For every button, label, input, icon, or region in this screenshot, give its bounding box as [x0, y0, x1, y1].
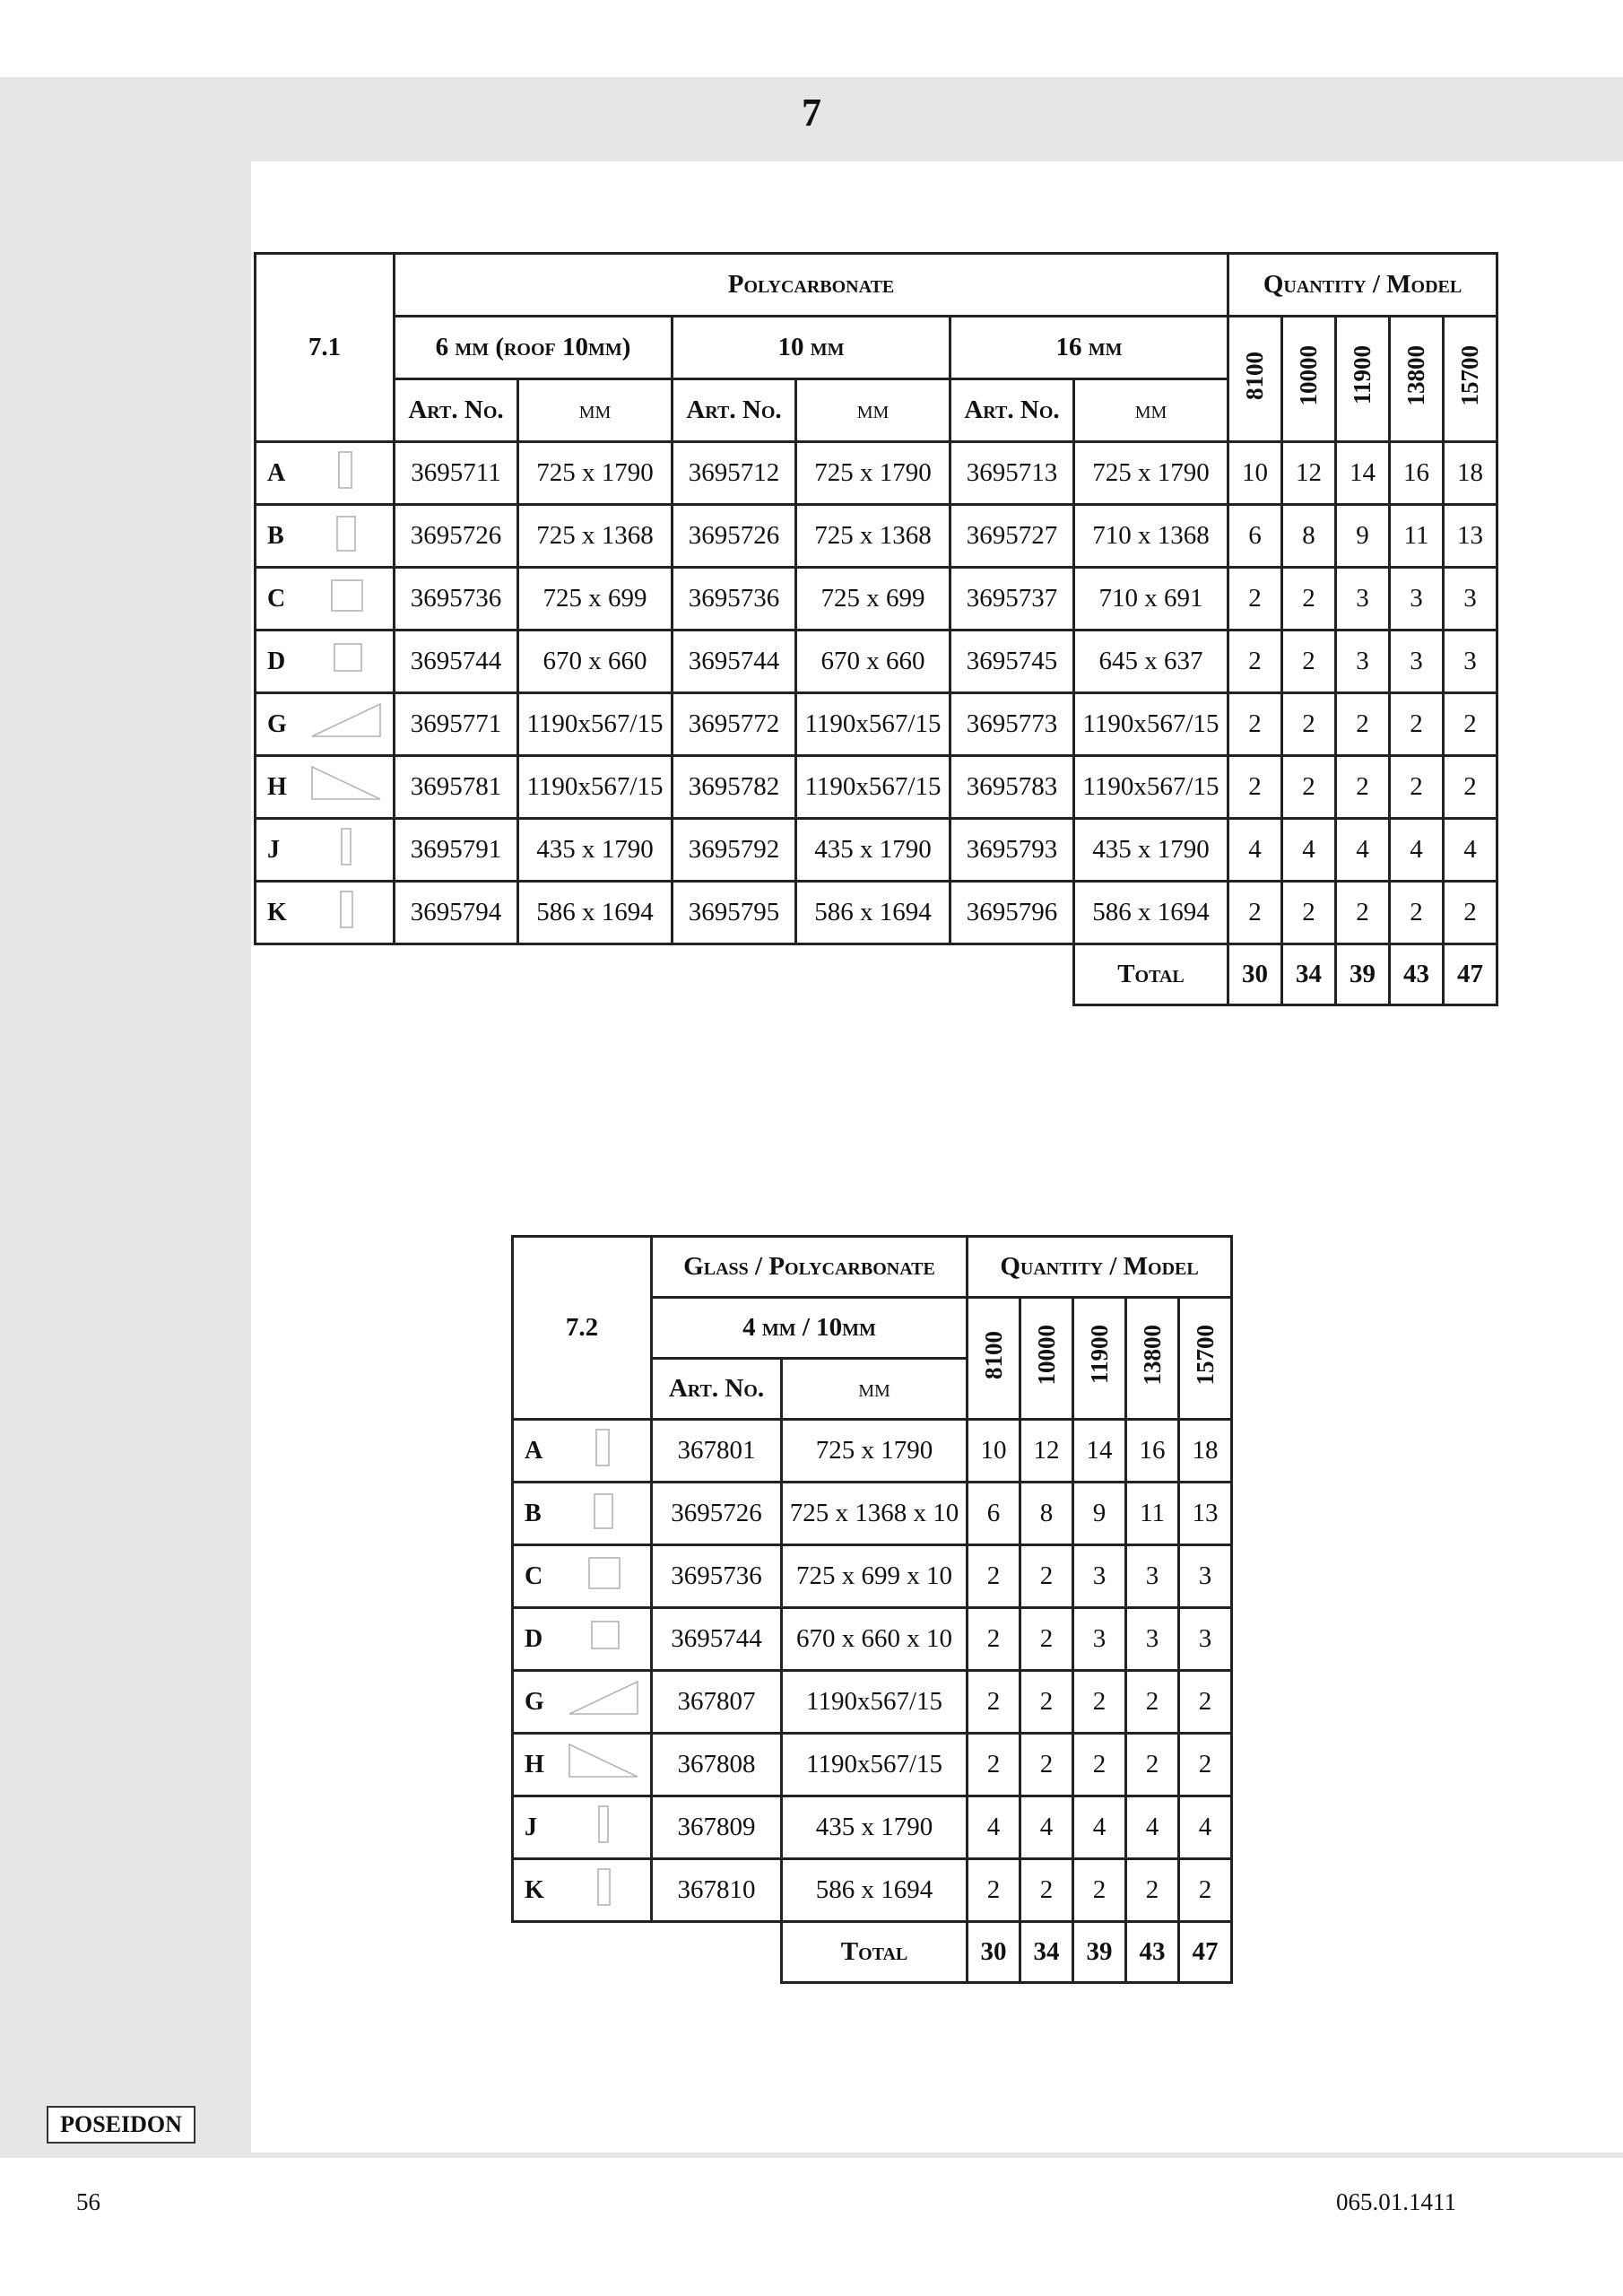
- quantity-cell: 13: [1444, 505, 1497, 568]
- article-number-cell: 3695783: [950, 756, 1074, 819]
- quantity-cell: 4: [1444, 819, 1497, 882]
- quantity-cell: 18: [1179, 1420, 1232, 1483]
- quantity-cell: 11: [1126, 1483, 1179, 1545]
- panel-shape: [310, 512, 382, 561]
- quantity-cell: 2: [968, 1545, 1020, 1608]
- table-row: [256, 756, 1497, 819]
- quantity-cell: 3: [1390, 568, 1444, 631]
- dimension-cell: 725 x 699: [518, 568, 673, 631]
- article-number-cell: 3695744: [652, 1608, 782, 1671]
- document-code: 065.01.1411: [1336, 2188, 1456, 2215]
- model-header: 10000: [1020, 1298, 1073, 1420]
- dimension-cell: 586 x 1694: [1074, 882, 1228, 944]
- brand-label: POSEIDON: [47, 2106, 195, 2144]
- quantity-cell: 4: [1336, 819, 1390, 882]
- quantity-cell: 8: [1282, 505, 1336, 568]
- panel-shape: [568, 1615, 639, 1664]
- model-header: 15700: [1179, 1298, 1232, 1420]
- quantity-cell: 3: [1126, 1608, 1179, 1671]
- table-row: [256, 819, 1497, 882]
- quantity-cell: 2: [1336, 756, 1390, 819]
- quantity-cell: 12: [1282, 442, 1336, 505]
- article-number-cell: 3695772: [673, 693, 796, 756]
- quantity-cell: 2: [1282, 882, 1336, 944]
- quantity-cell: 3: [1444, 631, 1497, 693]
- total-cell: 47: [1179, 1922, 1232, 1983]
- article-number-cell: 3695736: [652, 1545, 782, 1608]
- dimension-cell: 586 x 1694: [782, 1859, 968, 1922]
- dimension-cell: 725 x 1790: [1074, 442, 1228, 505]
- art-no-header: Art. No.: [395, 379, 518, 442]
- dimension-cell: 725 x 1790: [518, 442, 673, 505]
- table-row: [513, 1483, 1232, 1545]
- quantity-cell: 3: [1073, 1608, 1126, 1671]
- article-number-cell: 3695727: [950, 505, 1074, 568]
- table-7-2: [511, 1235, 1233, 1984]
- panel-shape: [310, 638, 382, 686]
- material-header: Polycarbonate: [395, 254, 1228, 317]
- article-number-cell: 3695736: [395, 568, 518, 631]
- article-number-cell: 3695792: [673, 819, 796, 882]
- quantity-model-header: Quantity / Model: [1228, 254, 1497, 317]
- row-label-cell: [256, 631, 395, 693]
- quantity-cell: 2: [1282, 568, 1336, 631]
- quantity-cell: 2: [1228, 882, 1282, 944]
- table-row: [256, 442, 1497, 505]
- quantity-cell: 6: [1228, 505, 1282, 568]
- quantity-cell: 2: [1390, 882, 1444, 944]
- article-number-cell: 3695796: [950, 882, 1074, 944]
- quantity-cell: 2: [1228, 631, 1282, 693]
- quantity-cell: 2: [1444, 882, 1497, 944]
- total-cell: 43: [1126, 1922, 1179, 1983]
- quantity-cell: 2: [1020, 1671, 1073, 1734]
- small-square-icon: [310, 638, 382, 679]
- quantity-cell: 14: [1336, 442, 1390, 505]
- dimension-cell: 1190x567/15: [518, 693, 673, 756]
- quantity-cell: 2: [1020, 1734, 1073, 1796]
- quantity-cell: 4: [1126, 1796, 1179, 1859]
- table-row: [513, 1608, 1232, 1671]
- quantity-cell: 16: [1126, 1420, 1179, 1483]
- model-header: 11900: [1336, 317, 1390, 442]
- quantity-cell: 8: [1020, 1483, 1073, 1545]
- square-icon: [568, 1552, 639, 1594]
- article-number-cell: 3695795: [673, 882, 796, 944]
- quantity-cell: 2: [1228, 756, 1282, 819]
- quantity-cell: 3: [1336, 631, 1390, 693]
- quantity-cell: 4: [1282, 819, 1336, 882]
- row-letter: B: [267, 521, 284, 550]
- dimension-cell: 1190x567/15: [782, 1671, 968, 1734]
- quantity-cell: 2: [1179, 1671, 1232, 1734]
- panel-shape: [310, 700, 382, 749]
- panel-shape: [310, 763, 382, 812]
- quantity-cell: 12: [1020, 1420, 1073, 1483]
- model-header: 15700: [1444, 317, 1497, 442]
- dimension-cell: 435 x 1790: [518, 819, 673, 882]
- quantity-cell: 2: [968, 1608, 1020, 1671]
- row-label-cell: [513, 1420, 652, 1483]
- row-label-cell: [513, 1608, 652, 1671]
- row-letter: K: [267, 898, 287, 926]
- thickness-header: 10 mm: [673, 317, 950, 379]
- quantity-cell: 2: [968, 1734, 1020, 1796]
- table-id: 7.2: [513, 1237, 652, 1420]
- table-row: [513, 1671, 1232, 1734]
- table-id: 7.1: [256, 254, 395, 442]
- row-letter: A: [525, 1436, 543, 1465]
- article-number-cell: 3695745: [950, 631, 1074, 693]
- quantity-model-header: Quantity / Model: [968, 1237, 1232, 1298]
- row-letter: G: [267, 709, 287, 738]
- quantity-cell: 2: [1073, 1734, 1126, 1796]
- row-letter: A: [267, 458, 286, 487]
- article-number-cell: 3695726: [652, 1483, 782, 1545]
- material-header: Glass / Polycarbonate: [652, 1237, 968, 1298]
- triangle-right-icon: [310, 700, 382, 742]
- panel-shape: [310, 449, 382, 498]
- dimension-cell: 725 x 1790: [782, 1420, 968, 1483]
- footer-rule: [0, 2152, 1623, 2158]
- dimension-cell: 586 x 1694: [518, 882, 673, 944]
- panel-shape: [310, 575, 382, 623]
- quantity-cell: 2: [1126, 1734, 1179, 1796]
- panel-shape: [568, 1678, 639, 1726]
- quantity-cell: 2: [1282, 631, 1336, 693]
- row-label-cell: [513, 1796, 652, 1859]
- article-number-cell: 3695771: [395, 693, 518, 756]
- row-label-cell: [256, 756, 395, 819]
- quantity-cell: 4: [1073, 1796, 1126, 1859]
- table-row: [256, 693, 1497, 756]
- total-cell: 30: [1228, 944, 1282, 1005]
- dimension-cell: 1190x567/15: [518, 756, 673, 819]
- total-cell: 39: [1073, 1922, 1126, 1983]
- quantity-cell: 3: [1179, 1608, 1232, 1671]
- small-square-icon: [568, 1615, 639, 1657]
- table-row: [256, 505, 1497, 568]
- row-label-cell: [513, 1859, 652, 1922]
- table-7-1: [254, 252, 1498, 1006]
- dimension-cell: 725 x 699: [796, 568, 950, 631]
- panel-shape: [568, 1804, 639, 1852]
- quantity-cell: 2: [1390, 693, 1444, 756]
- panel-shape: [310, 826, 382, 874]
- article-number-cell: 367807: [652, 1671, 782, 1734]
- panel-shape: [568, 1552, 639, 1601]
- page-number: 56: [76, 2188, 100, 2215]
- article-number-cell: 3695744: [673, 631, 796, 693]
- quantity-cell: 3: [1126, 1545, 1179, 1608]
- panel-shape: [568, 1866, 639, 1915]
- quantity-cell: 2: [1228, 693, 1282, 756]
- model-header: 13800: [1390, 317, 1444, 442]
- rect-icon: [310, 512, 382, 553]
- quantity-cell: 2: [1020, 1608, 1073, 1671]
- model-header: 13800: [1126, 1298, 1179, 1420]
- article-number-cell: 3695713: [950, 442, 1074, 505]
- dimension-cell: 1190x567/15: [782, 1734, 968, 1796]
- panel-shape: [310, 889, 382, 937]
- article-number-cell: 367810: [652, 1859, 782, 1922]
- panel-shape: [568, 1490, 639, 1538]
- quantity-cell: 10: [1228, 442, 1282, 505]
- dimension-cell: 670 x 660: [518, 631, 673, 693]
- quantity-cell: 13: [1179, 1483, 1232, 1545]
- article-number-cell: 3695726: [395, 505, 518, 568]
- dimension-cell: 645 x 637: [1074, 631, 1228, 693]
- dimension-cell: 435 x 1790: [1074, 819, 1228, 882]
- row-letter: J: [267, 835, 280, 864]
- row-label-cell: [513, 1671, 652, 1734]
- quantity-cell: 4: [968, 1796, 1020, 1859]
- narrow-rect-icon: [310, 826, 382, 867]
- row-label-cell: [256, 882, 395, 944]
- total-cell: 47: [1444, 944, 1497, 1005]
- thickness-header: 16 mm: [950, 317, 1228, 379]
- quantity-cell: 2: [1179, 1859, 1232, 1922]
- triangle-left-icon: [310, 763, 382, 804]
- article-number-cell: 3695712: [673, 442, 796, 505]
- mm-header: mm: [1074, 379, 1228, 442]
- row-letter: D: [267, 647, 286, 675]
- tall-rect-icon: [310, 449, 382, 491]
- dimension-cell: 435 x 1790: [796, 819, 950, 882]
- quantity-cell: 9: [1336, 505, 1390, 568]
- chapter-number: 7: [802, 91, 821, 135]
- quantity-cell: 2: [1179, 1734, 1232, 1796]
- article-number-cell: 3695793: [950, 819, 1074, 882]
- dimension-cell: 1190x567/15: [1074, 693, 1228, 756]
- total-cell: 39: [1336, 944, 1390, 1005]
- model-header: 8100: [1228, 317, 1282, 442]
- row-label-cell: [256, 505, 395, 568]
- row-label-cell: [256, 442, 395, 505]
- article-number-cell: 3695726: [673, 505, 796, 568]
- table-row: [256, 631, 1497, 693]
- dimension-cell: 1190x567/15: [796, 756, 950, 819]
- side-band: [0, 77, 251, 2158]
- dimension-cell: 435 x 1790: [782, 1796, 968, 1859]
- slim-rect-icon: [568, 1866, 639, 1908]
- row-label-cell: [256, 568, 395, 631]
- mm-header: mm: [796, 379, 950, 442]
- row-letter: C: [267, 584, 286, 613]
- quantity-cell: 3: [1390, 631, 1444, 693]
- quantity-cell: 2: [968, 1671, 1020, 1734]
- art-no-header: Art. No.: [673, 379, 796, 442]
- slim-rect-icon: [310, 889, 382, 930]
- row-label-cell: [513, 1734, 652, 1796]
- quantity-cell: 2: [968, 1859, 1020, 1922]
- article-number-cell: 3695711: [395, 442, 518, 505]
- quantity-cell: 11: [1390, 505, 1444, 568]
- quantity-cell: 10: [968, 1420, 1020, 1483]
- model-header: 11900: [1073, 1298, 1126, 1420]
- quantity-cell: 2: [1228, 568, 1282, 631]
- total-cell: 34: [1020, 1922, 1073, 1983]
- square-icon: [310, 575, 382, 616]
- article-number-cell: 367808: [652, 1734, 782, 1796]
- dimension-cell: 725 x 699 x 10: [782, 1545, 968, 1608]
- table-row: [513, 1859, 1232, 1922]
- row-label-cell: [513, 1545, 652, 1608]
- quantity-cell: 3: [1444, 568, 1497, 631]
- quantity-cell: 2: [1336, 693, 1390, 756]
- row-letter: H: [267, 772, 287, 801]
- table-row: [513, 1796, 1232, 1859]
- quantity-cell: 14: [1073, 1420, 1126, 1483]
- row-letter: B: [525, 1499, 542, 1527]
- row-label-cell: [256, 693, 395, 756]
- dimension-cell: 710 x 1368: [1074, 505, 1228, 568]
- quantity-cell: 4: [1390, 819, 1444, 882]
- dimension-cell: 670 x 660 x 10: [782, 1608, 968, 1671]
- table-row: [513, 1420, 1232, 1483]
- article-number-cell: 367801: [652, 1420, 782, 1483]
- article-number-cell: 3695744: [395, 631, 518, 693]
- total-cell: 43: [1390, 944, 1444, 1005]
- row-letter: C: [525, 1561, 543, 1590]
- quantity-cell: 3: [1336, 568, 1390, 631]
- dimension-cell: 725 x 1368 x 10: [782, 1483, 968, 1545]
- article-number-cell: 3695791: [395, 819, 518, 882]
- tall-rect-icon: [568, 1427, 639, 1468]
- quantity-cell: 3: [1179, 1545, 1232, 1608]
- article-number-cell: 3695737: [950, 568, 1074, 631]
- quantity-cell: 2: [1020, 1545, 1073, 1608]
- row-label-cell: [256, 819, 395, 882]
- rect-icon: [568, 1490, 639, 1531]
- quantity-cell: 2: [1444, 693, 1497, 756]
- dimension-cell: 725 x 1368: [796, 505, 950, 568]
- mm-header: mm: [518, 379, 673, 442]
- panel-shape: [568, 1427, 639, 1475]
- total-label: Total: [782, 1922, 968, 1983]
- quantity-cell: 6: [968, 1483, 1020, 1545]
- total-label: Total: [1074, 944, 1228, 1005]
- table-row: [256, 568, 1497, 631]
- quantity-cell: 2: [1126, 1671, 1179, 1734]
- article-number-cell: 3695782: [673, 756, 796, 819]
- row-letter: K: [525, 1875, 544, 1904]
- quantity-cell: 4: [1179, 1796, 1232, 1859]
- article-number-cell: 3695736: [673, 568, 796, 631]
- quantity-cell: 16: [1390, 442, 1444, 505]
- quantity-cell: 18: [1444, 442, 1497, 505]
- mm-header: mm: [782, 1359, 968, 1420]
- quantity-cell: 2: [1336, 882, 1390, 944]
- model-header: 8100: [968, 1298, 1020, 1420]
- quantity-cell: 4: [1228, 819, 1282, 882]
- triangle-right-icon: [568, 1678, 639, 1719]
- article-number-cell: 367809: [652, 1796, 782, 1859]
- dimension-cell: 586 x 1694: [796, 882, 950, 944]
- dimension-cell: 670 x 660: [796, 631, 950, 693]
- article-number-cell: 3695773: [950, 693, 1074, 756]
- quantity-cell: 9: [1073, 1483, 1126, 1545]
- dimension-cell: 710 x 691: [1074, 568, 1228, 631]
- dimension-cell: 725 x 1790: [796, 442, 950, 505]
- quantity-cell: 2: [1073, 1671, 1126, 1734]
- table-row: [256, 882, 1497, 944]
- quantity-cell: 2: [1020, 1859, 1073, 1922]
- row-label-cell: [513, 1483, 652, 1545]
- model-header: 10000: [1282, 317, 1336, 442]
- quantity-cell: 2: [1390, 756, 1444, 819]
- dimension-cell: 1190x567/15: [1074, 756, 1228, 819]
- article-number-cell: 3695781: [395, 756, 518, 819]
- total-cell: 34: [1282, 944, 1336, 1005]
- quantity-cell: 4: [1020, 1796, 1073, 1859]
- row-letter: H: [525, 1750, 544, 1779]
- article-number-cell: 3695794: [395, 882, 518, 944]
- thickness-header: 6 mm (roof 10mm): [395, 317, 673, 379]
- row-letter: G: [525, 1687, 544, 1716]
- panel-shape: [568, 1741, 639, 1789]
- table-row: [513, 1545, 1232, 1608]
- table-row: [513, 1734, 1232, 1796]
- dimension-cell: 725 x 1368: [518, 505, 673, 568]
- quantity-cell: 2: [1126, 1859, 1179, 1922]
- total-cell: 30: [968, 1922, 1020, 1983]
- quantity-cell: 2: [1282, 693, 1336, 756]
- dimension-cell: 1190x567/15: [796, 693, 950, 756]
- row-letter: D: [525, 1624, 543, 1653]
- quantity-cell: 2: [1282, 756, 1336, 819]
- triangle-left-icon: [568, 1741, 639, 1782]
- quantity-cell: 2: [1073, 1859, 1126, 1922]
- thickness-header: 4 mm / 10mm: [652, 1298, 968, 1359]
- narrow-rect-icon: [568, 1804, 639, 1845]
- quantity-cell: 2: [1444, 756, 1497, 819]
- art-no-header: Art. No.: [950, 379, 1074, 442]
- art-no-header: Art. No.: [652, 1359, 782, 1420]
- row-letter: J: [525, 1813, 537, 1841]
- quantity-cell: 3: [1073, 1545, 1126, 1608]
